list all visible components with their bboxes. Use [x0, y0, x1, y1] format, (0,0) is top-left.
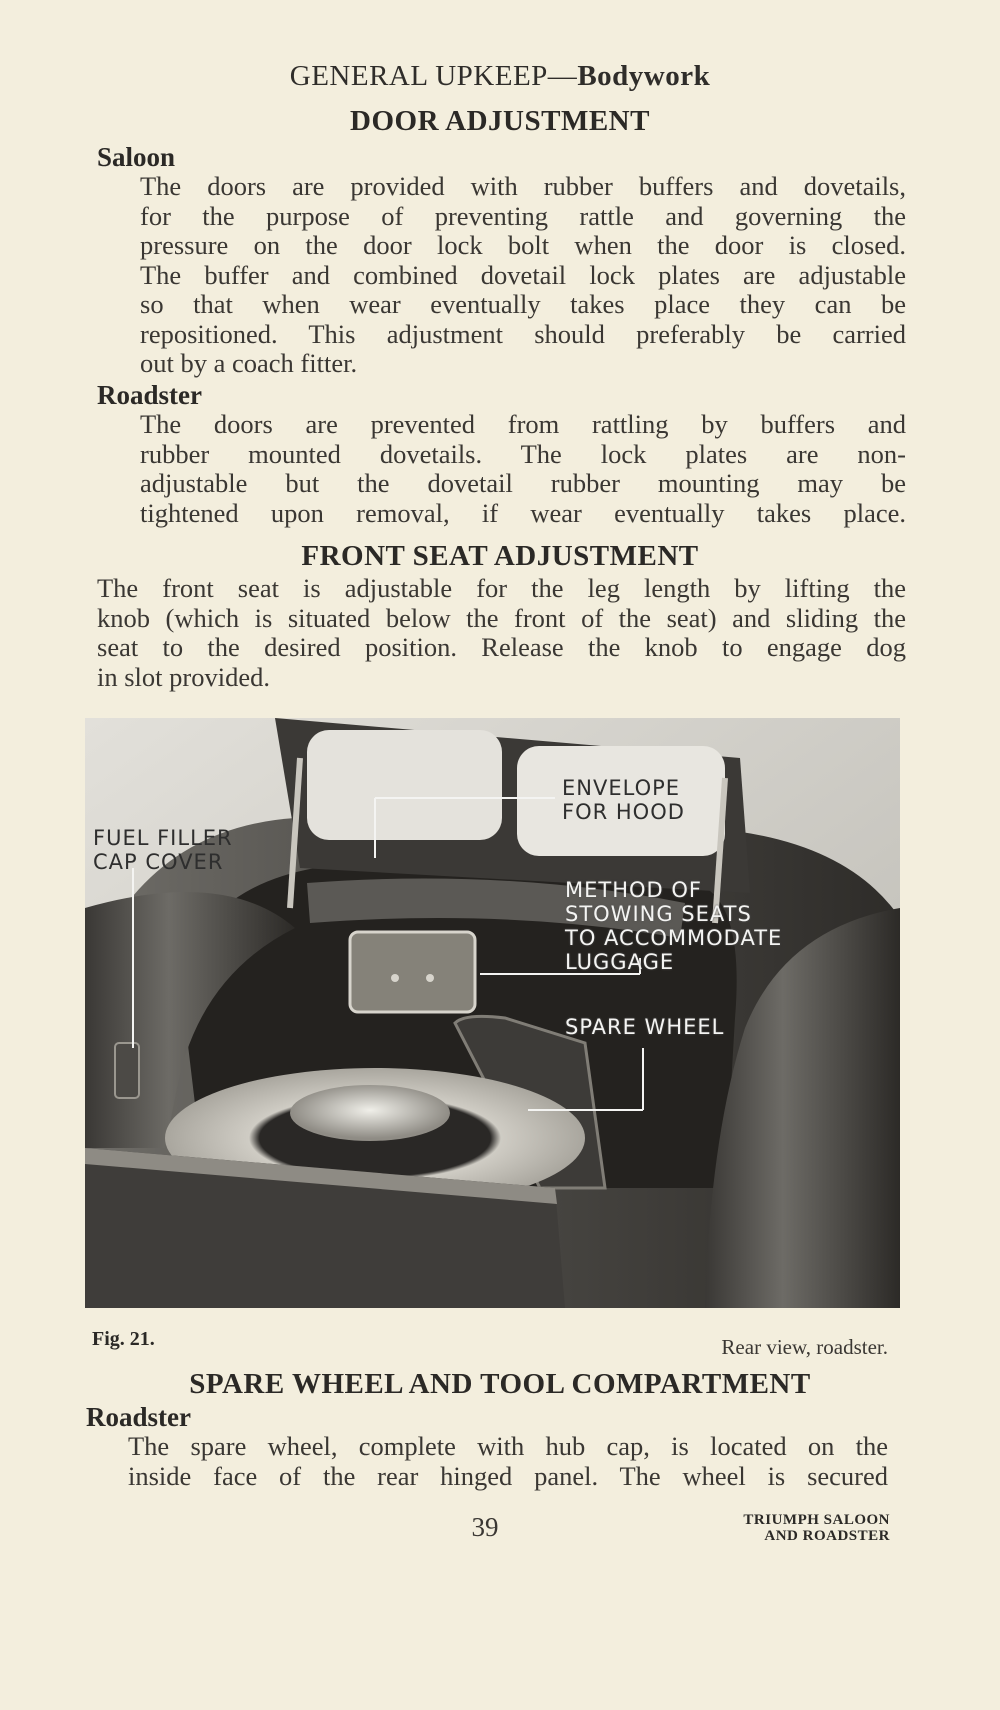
fuel-filler-cap-cover: [115, 1043, 139, 1098]
saloon-heading: Saloon: [97, 142, 176, 172]
stowing-callout: [565, 878, 782, 974]
text-line: for the purpose of preventing rattle and governing the: [140, 200, 906, 231]
text-line: The buffer and combined dovetail lock plates are adjustable: [140, 259, 906, 290]
spare-wheel-hub-cap: [290, 1085, 450, 1141]
front-seat-paragraph: [97, 574, 906, 692]
callout-line: ENVELOPE: [562, 776, 681, 800]
text-line: adjustable but the dovetail rubber mounting may be: [140, 468, 906, 498]
text-line: The front seat is adjustable for the leg length by lifting the: [97, 573, 906, 603]
front-seat-title: FRONT SEAT ADJUSTMENT: [301, 540, 699, 572]
text-line: The doors are prevented from rattling by buffers and: [140, 409, 906, 439]
callout-line: METHOD OF: [565, 878, 702, 902]
saloon-paragraph: [140, 172, 906, 379]
seat-bolt: [391, 974, 399, 982]
callout-line: TO ACCOMMODATE: [565, 926, 783, 950]
imprint-line: AND ROADSTER: [764, 1528, 890, 1544]
text-line: so that when wear eventually takes place they can be: [140, 289, 906, 319]
text-line: seat to the desired position. Release the knob to engage dog: [97, 632, 906, 662]
text-line: The spare wheel, complete with hub cap, is located on the: [128, 1431, 888, 1461]
rear-view-photo: [85, 718, 900, 1308]
text-line: out by a coach fitter.: [140, 348, 358, 378]
text-line: inside face of the rear hinged panel. The wheel is secured: [128, 1460, 888, 1491]
callout-line: LUGGAGE: [565, 950, 675, 974]
spare-wheel-paragraph: [128, 1432, 888, 1491]
page-number: 39: [471, 1512, 499, 1542]
figure-caption: Rear view, roadster.: [721, 1335, 888, 1359]
lid-window-left: [307, 730, 502, 840]
spare-wheel-callout: SPARE WHEEL: [565, 1015, 725, 1039]
roadster-paragraph: [140, 410, 906, 528]
spare-wheel-title: SPARE WHEEL AND TOOL COMPARTMENT: [189, 1368, 811, 1400]
text-line: rubber mounted dovetails. The lock plates are non-: [140, 438, 906, 469]
roadster-heading: Roadster: [97, 380, 202, 410]
text-line: tightened upon removal, if wear eventually takes place.: [140, 497, 906, 528]
callout-line: STOWING SEATS: [565, 902, 752, 926]
text-line: The doors are provided with rubber buffers and dovetails,: [140, 171, 906, 201]
running-head: [0, 60, 1000, 93]
seat-bolt: [426, 974, 434, 982]
roadster-rear-illustration: [85, 718, 900, 1308]
text-line: repositioned. This adjustment should preferably be carried: [140, 318, 906, 349]
folded-seat-frame: [350, 932, 475, 1012]
envelope-callout: [562, 776, 685, 824]
book-imprint: [743, 1512, 890, 1544]
door-adjustment-title: DOOR ADJUSTMENT: [350, 105, 650, 137]
text-line: pressure on the door lock bolt when the door is closed.: [140, 230, 906, 260]
text-line: in slot provided.: [97, 661, 270, 692]
imprint-line: TRIUMPH SALOON: [743, 1512, 890, 1528]
figure-label: Fig. 21.: [92, 1328, 155, 1350]
spare-wheel-roadster-heading: Roadster: [86, 1402, 191, 1432]
text-line: knob (which is situated below the front of the seat) and sliding the: [97, 602, 906, 633]
running-head-section: GENERAL UPKEEP—: [289, 60, 578, 92]
callout-line: FOR HOOD: [562, 800, 685, 824]
callout-line: FUEL FILLER: [93, 826, 233, 850]
callout-line: CAP COVER: [93, 850, 224, 874]
running-head-topic: Bodywork: [577, 60, 711, 92]
fuel-filler-callout: [93, 826, 233, 874]
